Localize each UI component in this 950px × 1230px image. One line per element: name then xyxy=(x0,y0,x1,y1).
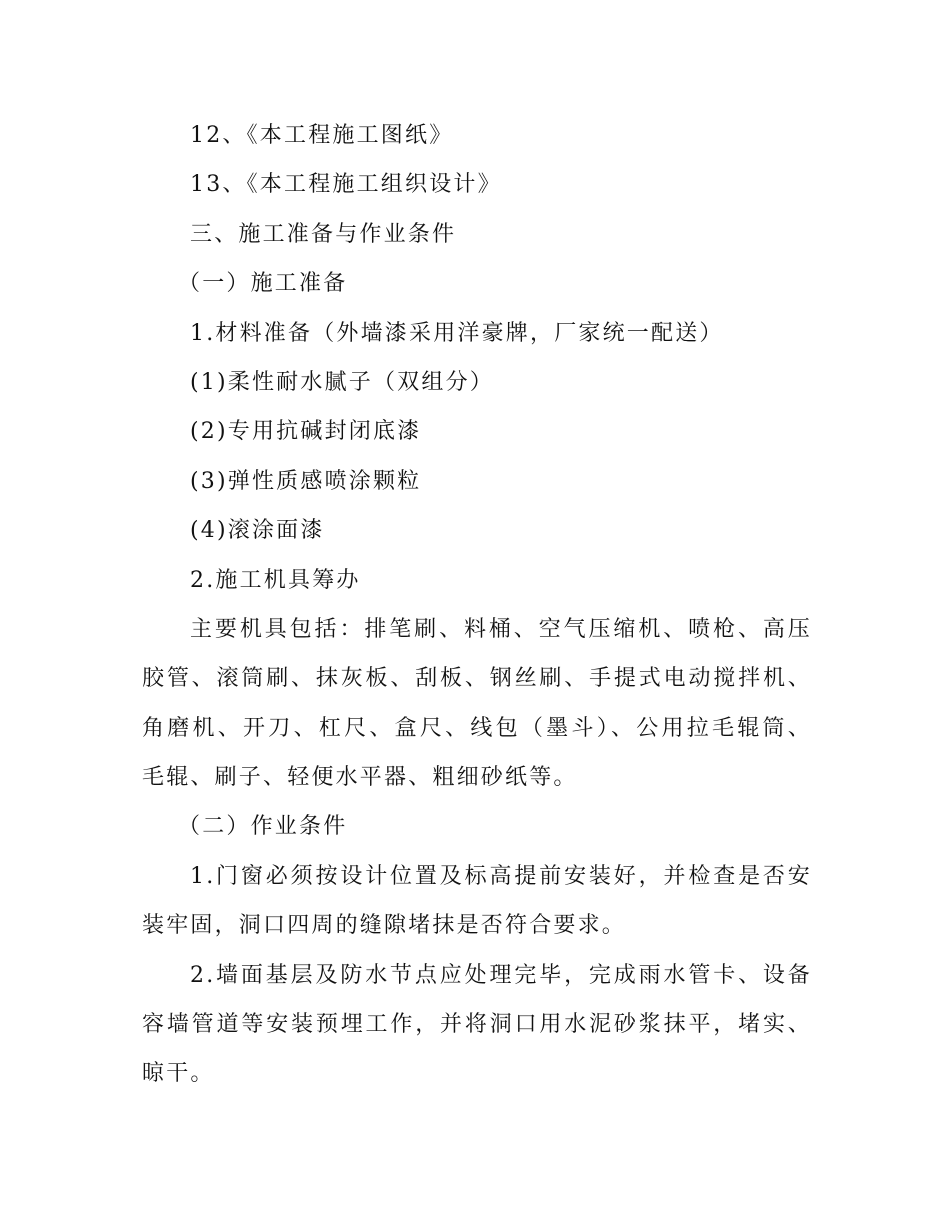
tools-prep-heading: 2.施工机具筹办 xyxy=(190,567,361,593)
condition-2-line-3: 晾干。 xyxy=(142,1061,215,1087)
subsection-heading-2: （二）作业条件 xyxy=(178,814,348,840)
tools-paragraph-line-2: 胶管、滚筒刷、抹灰板、刮板、钢丝刷、手提式电动搅拌机、 xyxy=(142,666,812,692)
tools-paragraph-line-4: 毛辊、刷子、轻便水平器、粗细砂纸等。 xyxy=(142,765,578,791)
condition-1-line-1: 1.门窗必须按设计位置及标高提前安装好，并检查是否安 xyxy=(190,863,812,889)
material-item-2: (2)专用抗碱封闭底漆 xyxy=(190,419,422,445)
condition-1-line-2: 装牢固，洞口四周的缝隙堵抹是否符合要求。 xyxy=(142,913,627,939)
reference-item-13: 13、《本工程施工组织设计》 xyxy=(190,172,502,198)
material-item-1: (1)柔性耐水腻子（双组分） xyxy=(190,369,494,395)
document-page xyxy=(142,111,812,1099)
condition-2-line-1: 2.墙面基层及防水节点应处理完毕，完成雨水管卡、设备 xyxy=(190,962,812,988)
tools-paragraph-line-3: 角磨机、开刀、杠尺、盒尺、线包（墨斗）、公用拉毛辊筒、 xyxy=(142,715,812,741)
material-item-4: (4)滚涂面漆 xyxy=(190,518,325,544)
tools-paragraph-line-1: 主要机具包括：排笔刷、料桶、空气压缩机、喷枪、高压 xyxy=(190,616,812,642)
material-prep-heading: 1.材料准备（外墙漆采用洋豪牌，厂家统一配送） xyxy=(190,320,724,346)
section-heading-3: 三、施工准备与作业条件 xyxy=(190,221,457,247)
material-item-3: (3)弹性质感喷涂颗粒 xyxy=(190,468,422,494)
subsection-heading-1: （一）施工准备 xyxy=(178,271,348,297)
reference-item-12: 12、《本工程施工图纸》 xyxy=(190,123,454,148)
condition-2-line-2: 容墙管道等安装预埋工作，并将洞口用水泥砂浆抹平，堵实、 xyxy=(142,1012,812,1038)
